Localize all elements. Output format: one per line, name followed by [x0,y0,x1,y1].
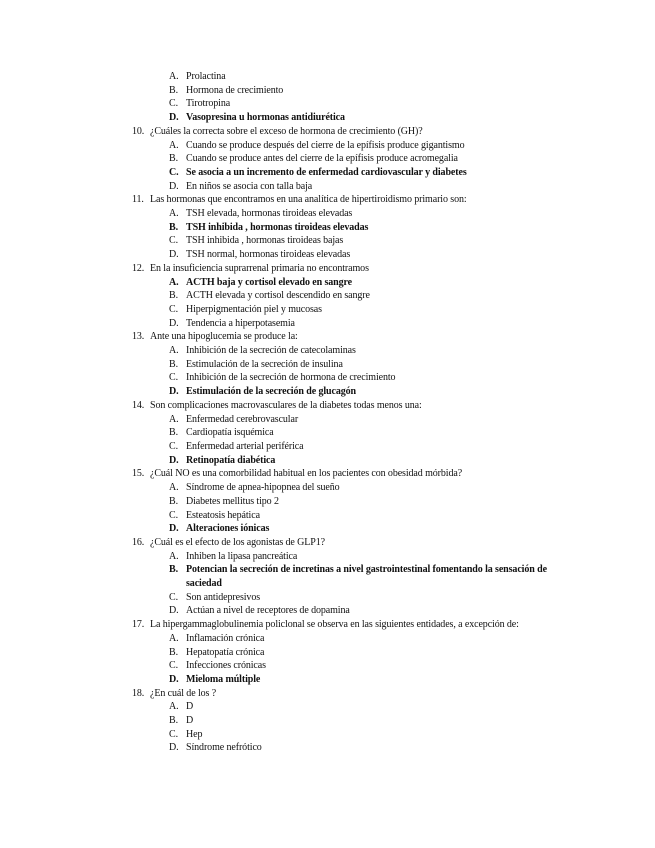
question [132,193,552,207]
answer-option-correct [132,454,552,468]
option-letter: C. [169,235,178,247]
option-letter: A. [169,345,179,357]
option-text: Actúan a nivel de receptores de dopamina [186,605,350,617]
option-text: TSH elevada, hormonas tiroideas elevadas [186,208,353,220]
option-text: Tendencia a hiperpotasemia [186,317,295,329]
option-text: Hep [186,728,203,740]
answer-option-correct [132,563,552,590]
question-number: 12. [132,262,145,274]
option-letter: B. [169,427,178,439]
option-text: Diabetes mellitus tipo 2 [186,495,279,507]
option-text: En niños se asocia con talla baja [186,180,313,192]
option-text: Inhibición de la secreción de catecolaminas [186,345,356,357]
option-text: Síndrome de apnea-hipopnea del sueño [186,482,340,494]
option-letter: D. [169,386,179,398]
option-text: Infecciones crónicas [186,660,266,672]
question-text: Las hormonas que encontramos en una analítica de hipertiroidismo primario son: [150,194,467,206]
option-text: Enfermedad cerebrovascular [186,413,299,425]
answer-option [132,317,552,331]
answer-option [132,728,552,742]
answer-option [132,413,552,427]
option-text: Inhiben la lipasa pancreática [186,550,298,562]
option-letter: B. [169,153,178,165]
option-letter: B. [169,290,178,302]
question [132,536,552,550]
answer-option-correct [132,673,552,687]
question-text: Son complicaciones macrovasculares de la diabetes todas menos una: [150,399,422,411]
option-text: Alteraciones iónicas [186,523,270,535]
option-text: Cuando se produce después del cierre de la epífisis produce gigantismo [186,139,465,151]
question [132,467,552,481]
question [132,687,552,701]
answer-option [132,248,552,262]
answer-option [132,495,552,509]
answer-option [132,632,552,646]
option-letter: C. [169,303,178,315]
answer-option-correct [132,522,552,536]
option-text: Cuando se produce antes del cierre de la epífisis produce acromegalia [186,153,458,165]
answer-option-correct [132,385,552,399]
option-letter: C. [169,440,178,452]
question-list [132,70,552,755]
option-text: Vasopresina u hormonas antidiurética [186,112,345,124]
question [132,618,552,632]
answer-option [132,70,552,84]
question-text: ¿Cuáles la correcta sobre el exceso de hormona de crecimiento (GH)? [150,125,423,137]
option-letter: C. [169,591,178,603]
option-text: Potencian la secreción de incretinas a nivel gastrointestinal fomentando la sensación de saciedad [186,564,547,590]
option-text: ACTH baja y cortisol elevado en sangre [186,276,353,288]
answer-option [132,481,552,495]
option-letter: C. [169,98,178,110]
question-number: 10. [132,125,145,137]
answer-option [132,371,552,385]
option-letter: A. [169,208,179,220]
option-text: Síndrome nefrótico [186,742,262,754]
option-letter: B. [169,84,178,96]
option-letter: D. [169,249,179,261]
option-text: Inflamación crónica [186,632,265,644]
option-letter: D. [169,742,179,754]
answer-option [132,358,552,372]
option-letter: D. [169,317,179,329]
answer-option [132,303,552,317]
option-text: Tirotropina [186,98,231,110]
option-letter: B. [169,358,178,370]
question [132,330,552,344]
option-text: TSH inhibida , hormonas tiroideas elevadas [186,221,369,233]
answer-option [132,289,552,303]
option-text: Hormona de crecimiento [186,84,284,96]
answer-option [132,509,552,523]
answer-option-correct [132,276,552,290]
option-text: Esteatosis hepática [186,509,260,521]
answer-option [132,700,552,714]
option-text: D [186,701,194,713]
option-letter: B. [169,646,178,658]
question-number: 14. [132,399,145,411]
answer-option [132,550,552,564]
option-text: ACTH elevada y cortisol descendido en sangre [186,290,370,302]
option-letter: A. [169,701,179,713]
option-letter: B. [169,495,178,507]
option-letter: B. [169,715,178,727]
question-text: ¿Cuál es el efecto de los agonistas de GLP1? [150,536,325,548]
option-letter: A. [169,139,179,151]
answer-option [132,440,552,454]
answer-option [132,426,552,440]
option-text: Retinopatía diabética [186,454,276,466]
option-letter: C. [169,372,178,384]
option-text: Inhibición de la secreción de hormona de crecimiento [186,372,396,384]
option-letter: A. [169,550,179,562]
option-letter: A. [169,632,179,644]
question-number: 15. [132,468,145,480]
option-text: Hepatopatía crónica [186,646,265,658]
question-number: 18. [132,687,145,699]
question-number: 11. [132,194,144,206]
answer-option-correct [132,166,552,180]
question-text: En la insuficiencia suprarrenal primaria no encontramos [150,262,369,274]
question-text: La hipergammaglobulinemia policlonal se observa en las siguientes entidades, a excepción de: [150,619,519,631]
question-number: 16. [132,536,145,548]
option-letter: A. [169,482,179,494]
answer-option [132,591,552,605]
option-letter: D. [169,673,179,685]
option-text: Se asocia a un incremento de enfermedad cardiovascular y diabetes [186,166,467,178]
answer-option-correct [132,221,552,235]
option-text: Estimulación de la secreción de insulina [186,358,343,370]
question-text: ¿En cuál de los ? [150,687,217,699]
answer-option [132,152,552,166]
option-letter: D. [169,112,179,124]
option-text: Enfermedad arterial periférica [186,440,304,452]
answer-option [132,180,552,194]
question [132,262,552,276]
answer-option [132,714,552,728]
option-text: D [186,715,194,727]
answer-option [132,207,552,221]
option-letter: B. [169,564,178,576]
question [132,399,552,413]
option-text: Son antidepresivos [186,591,261,603]
option-letter: D. [169,454,179,466]
answer-option [132,741,552,755]
question-number: 13. [132,331,145,343]
answer-option-correct [132,111,552,125]
answer-option [132,139,552,153]
answer-option [132,344,552,358]
option-letter: C. [169,660,178,672]
option-text: Hiperpigmentación piel y mucosas [186,303,322,315]
question-text: ¿Cuál NO es una comorbilidad habitual en los pacientes con obesidad mórbida? [150,468,463,480]
option-text: Mieloma múltiple [186,673,261,685]
option-text: TSH normal, hormonas tiroideas elevadas [186,249,351,261]
option-text: Estimulación de la secreción de glucagón [186,386,356,398]
question [132,125,552,139]
answer-option [132,234,552,248]
option-letter: C. [169,509,178,521]
option-letter: D. [169,523,179,535]
question-number: 17. [132,619,145,631]
option-text: TSH inhibida , hormonas tiroideas bajas [186,235,344,247]
option-letter: D. [169,180,179,192]
option-letter: D. [169,605,179,617]
option-text: Prolactina [186,71,226,82]
option-letter: A. [169,71,179,82]
option-letter: A. [169,276,179,288]
answer-option [132,84,552,98]
option-letter: B. [169,221,178,233]
answer-option [132,97,552,111]
option-letter: A. [169,413,179,425]
question-text: Ante una hipoglucemia se produce la: [150,331,298,343]
answer-option [132,646,552,660]
answer-option [132,604,552,618]
answer-option [132,659,552,673]
option-letter: C. [169,728,178,740]
option-letter: C. [169,166,179,178]
option-text: Cardiopatía isquémica [186,427,274,439]
